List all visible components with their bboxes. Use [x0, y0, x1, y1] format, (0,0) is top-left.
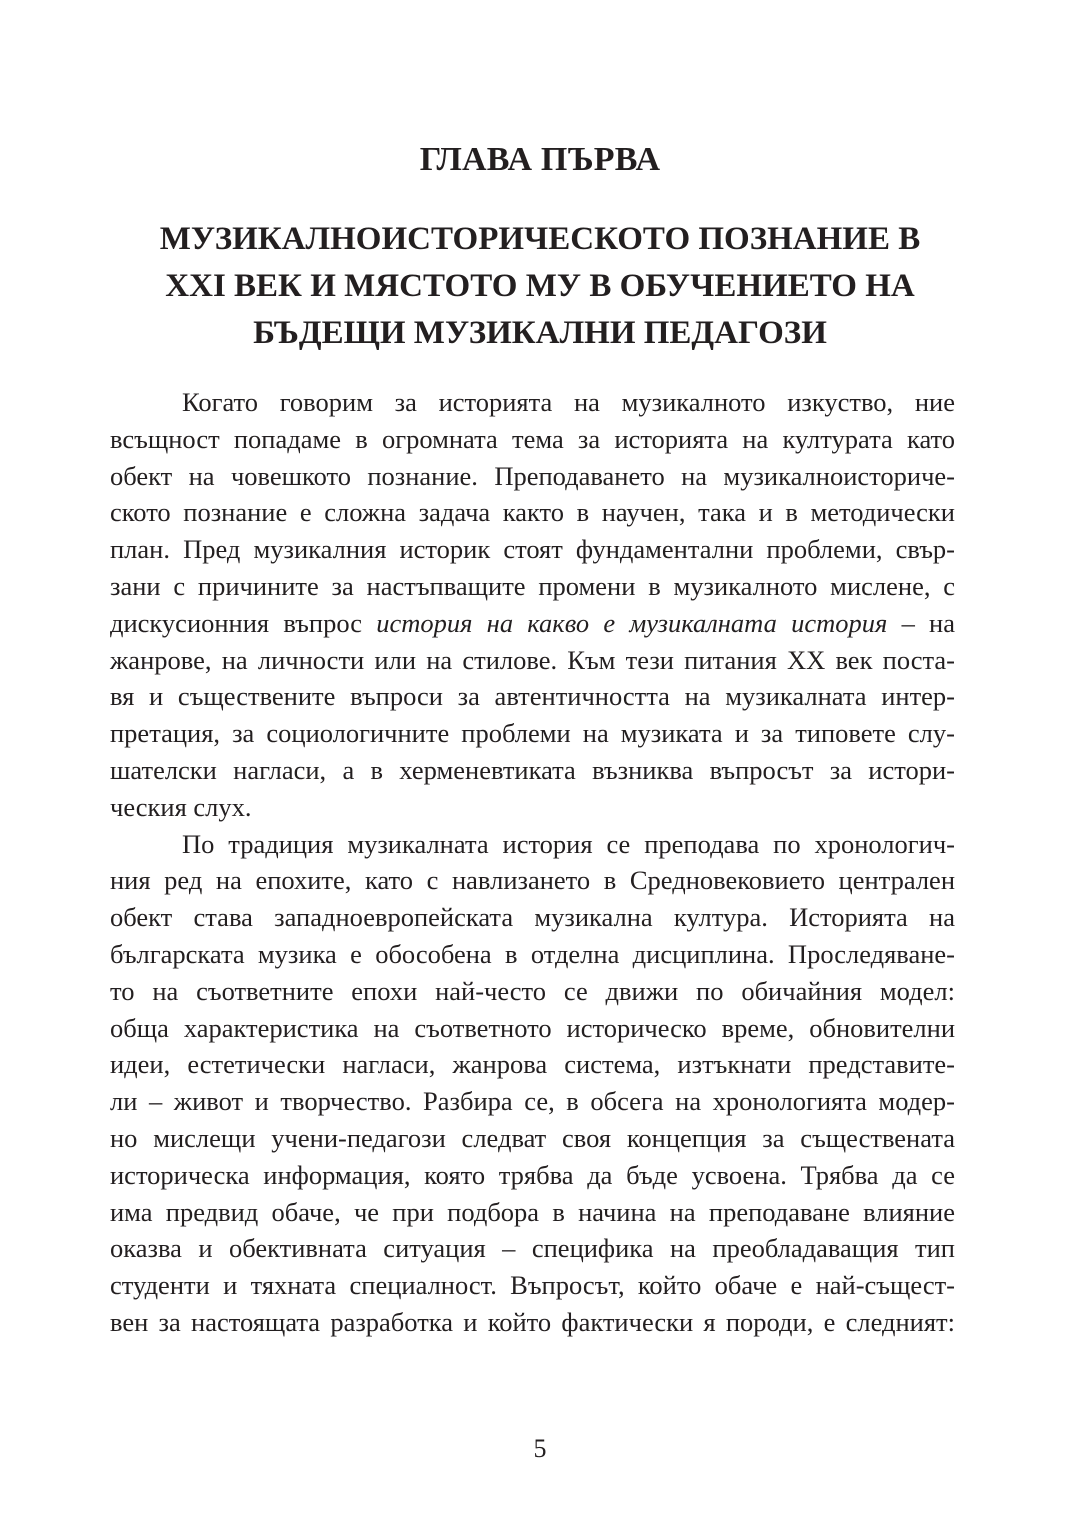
text-line: но мислещи учени-педагози следват своя концепция за съществената — [110, 1122, 955, 1153]
text-line: план. Пред музикалния историк стоят фундаментални проблеми, свър- — [110, 534, 955, 565]
text-line: По традиция музикалната история се преподава по хронологич- — [182, 828, 955, 859]
text-run: – на — [887, 607, 955, 638]
chapter-title-line: МУЗИКАЛНОИСТОРИЧЕСКОТО ПОЗНАНИЕ В — [159, 221, 921, 257]
text-line — [110, 605, 955, 642]
paragraph-1 — [110, 384, 955, 826]
text-line: ческия слух. — [110, 791, 252, 822]
text-line: вен за настоящата разработка и който фактически я породи, е следният: — [110, 1306, 955, 1337]
chapter-title-line: БЪДЕЩИ МУЗИКАЛНИ ПЕДАГОЗИ — [253, 315, 827, 351]
text-line: обект на човешкото познание. Преподаването на музикалноисториче- — [110, 460, 955, 491]
text-line: студенти и тяхната специалност. Въпросът, който обаче е най-същест- — [110, 1270, 955, 1301]
text-line: ското познание е сложна задача както в научен, така и в методически — [110, 497, 955, 528]
text-line: оказва и обективната ситуация – специфика на преобладаващия тип — [110, 1233, 955, 1264]
text-run: дискусионния въпрос — [110, 607, 377, 638]
text-line: историческа информация, която трябва да бъде усвоена. Трябва да се — [110, 1159, 955, 1190]
text-line: Когато говорим за историята на музикалното изкуство, ние — [182, 387, 955, 417]
text-line: зани с причините за настъпващите промени в музикалното мислене, с — [110, 570, 955, 601]
chapter-title — [110, 216, 970, 357]
text-line: идеи, естетически нагласи, жанрова система, изтъкнати представите- — [110, 1049, 955, 1080]
italic-phrase: история на какво е музикалната история — [376, 607, 888, 638]
text-line: обща характеристика на съответното историческо време, обновителни — [110, 1012, 955, 1043]
text-line: българската музика е обособена в отделна дисциплина. Проследяване- — [110, 938, 955, 969]
chapter-title-line: XXI ВЕК И МЯСТОТО МУ В ОБУЧЕНИЕТО НА — [165, 268, 915, 304]
text-line: ли – живот и творчество. Разбира се, в обсега на хронологията модер- — [110, 1086, 955, 1117]
text-line: претация, за социологичните проблеми на музиката и за типовете слу- — [110, 718, 955, 749]
text-line: има предвид обаче, че при подбора в начина на преподаване влияние — [110, 1196, 955, 1227]
text-line: всъщност попадаме в огромната тема за историята на културата като — [110, 423, 955, 454]
text-line: ния ред на епохите, като с навлизането в Средновековието централен — [110, 865, 955, 896]
paragraph-2 — [110, 826, 955, 1341]
text-line: обект става западноевропейската музикална култура. Историята на — [110, 902, 955, 933]
text-line: жанрове, на личности или на стилове. Към тези питания XX век поста- — [110, 644, 955, 675]
text-line: то на съответните епохи най-често се движи по обичайния модел: — [110, 975, 955, 1006]
text-line: вя и съществените въпроси за автентичността на музикалната интер- — [110, 681, 955, 712]
text-line: шателски нагласи, а в херменевтиката възниква въпросът за истори- — [110, 754, 955, 785]
body-text — [110, 384, 955, 1341]
page-number: 5 — [533, 1434, 547, 1463]
chapter-label: ГЛАВА ПЪРВА — [419, 141, 661, 178]
